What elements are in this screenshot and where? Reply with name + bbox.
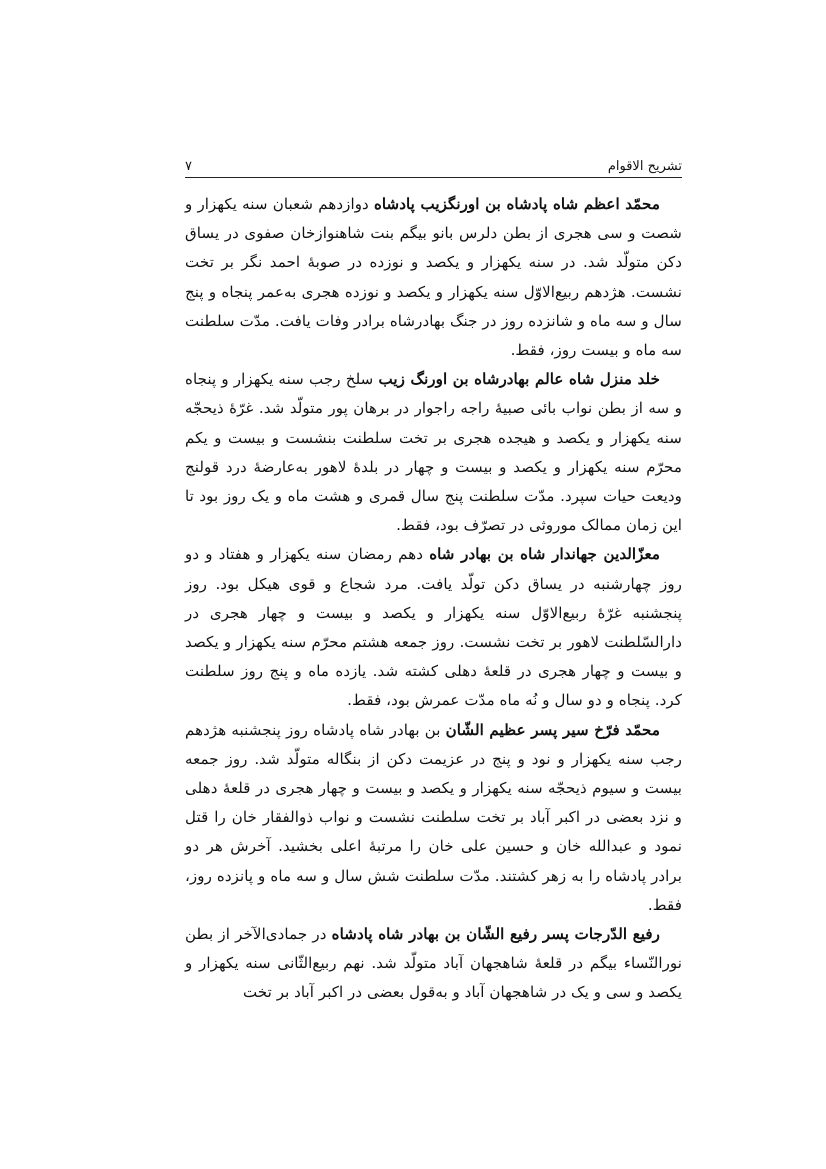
paragraph-azam-shah (185, 190, 682, 365)
ruler-name: محمّد اعظم شاه پادشاه بن اورنگزیب پادشاه (373, 195, 660, 213)
paragraph-bahadur-shah (185, 365, 682, 540)
ruler-name: خلد منزل شاه عالم بهادرشاه بن اورنگ زیب (378, 370, 660, 389)
paragraph-text: بن بهادر شاه پادشاه روز پنجشنبه هژدهم رجب سنه یکهزار و نود و پنج در عزیمت دکن از بنگاله متولّد شد. روز جمعه بیست و سیوم ذیحجّه سنه یکهزار و یکصد و بیست و چهار هجری در قلعهٔ دهلی و نزد بعضی در اکبر آباد بر تخت سلطنت نشست و نواب ذوالفقار خان را قتل نمود و عبدالله خان و حسین علی خان را مرتبهٔ اعلی بخشید. آخرش هر دو برادر پادشاه را به زهر کشتند. مدّت سلطنت شش سال و سه ماه و پانزده روز، فقط. (185, 720, 682, 914)
paragraph-text: دهم رمضان سنه یکهزار و هفتاد و دو روز چهارشنبه در یساق دکن تولّد یافت. مرد شجاع و قوی هیکل بود. روز پنجشنبه غرّهٔ ربیع‌الاوّل سنه یکهزار و یکصد و بیست و چهار هجری در دارالسّلطنت لاهور بر تخت نشست. روز جمعه هشتم محرّم سنه یکهزار و یکصد و بیست و چهار هجری در قلعهٔ دهلی کشته شد. یازده ماه و پنج روز سلطنت کرد. پنجاه و دو سال و نُه ماه مدّت عمرش بود، فقط. (185, 545, 682, 710)
ruler-name: رفیع الدّرجات پسر رفیع الشّان بن بهادر شاه پادشاه (331, 925, 660, 944)
page-number: ۷ (185, 159, 192, 174)
book-title: تشریح الاقوام (607, 159, 682, 174)
paragraph-jahandar-shah (185, 540, 682, 715)
paragraph-farrukhsiyar (185, 716, 682, 920)
paragraph-rafi-ud-darajat (185, 920, 682, 1008)
paragraph-text: دوازدهم شعبان سنه یکهزار و شصت و سی هجری از بطن دلرس بانو بیگم بنت شاهنوازخان صفوی در یساق دکن متولّد شد. در سنه یکهزار و یکصد و نوزده در صوبهٔ احمد نگر بر تخت نشست. هژدهم ربیع‌الاوّل سنه یکهزار و یکصد و نوزده هجری به‌عمر پنجاه و پنج سال و سه ماه و شانزده روز در جنگ بهادرشاه برادر وفات یافت. مدّت سلطنت سه ماه و بیست روز، فقط. (185, 195, 682, 360)
body-text (185, 190, 682, 1008)
paragraph-text: در جمادی‌الآخر از بطن نورالنّساء بیگم در قلعهٔ شاهجهان آباد متولّد شد. نهم ربیع‌الثّانی سنه یکهزار و یکصد و سی و یک در شاهجهان آباد و به‌قول بعضی در اکبر آباد بر تخت (185, 925, 682, 1002)
header-divider (185, 177, 682, 178)
paragraph-text: سلخ رجب سنه یکهزار و پنجاه و سه از بطن نواب بائی صبیهٔ راجه راجوار در برهان پور متولّد شد. غرّهٔ ذیحجّه سنه یکهزار و یکصد و هیجده هجری بر تخت سلطنت بنشست و بیست و یکم محرّم سنه یکهزار و یکصد و بیست و چهار در بلدهٔ لاهور به‌عارضهٔ درد قولنج ودیعت حیات سپرد. مدّت سلطنت پنج سال قمری و هشت ماه و یک روز بود تا این زمان ممالک موروثی در تصرّف بود، فقط. (185, 370, 682, 535)
running-header (185, 150, 682, 174)
ruler-name: معزّالدین جهاندار شاه بن بهادر شاه (429, 545, 660, 564)
ruler-name: محمّد فرّخ سیر پسر عظیم الشّان (445, 720, 660, 739)
